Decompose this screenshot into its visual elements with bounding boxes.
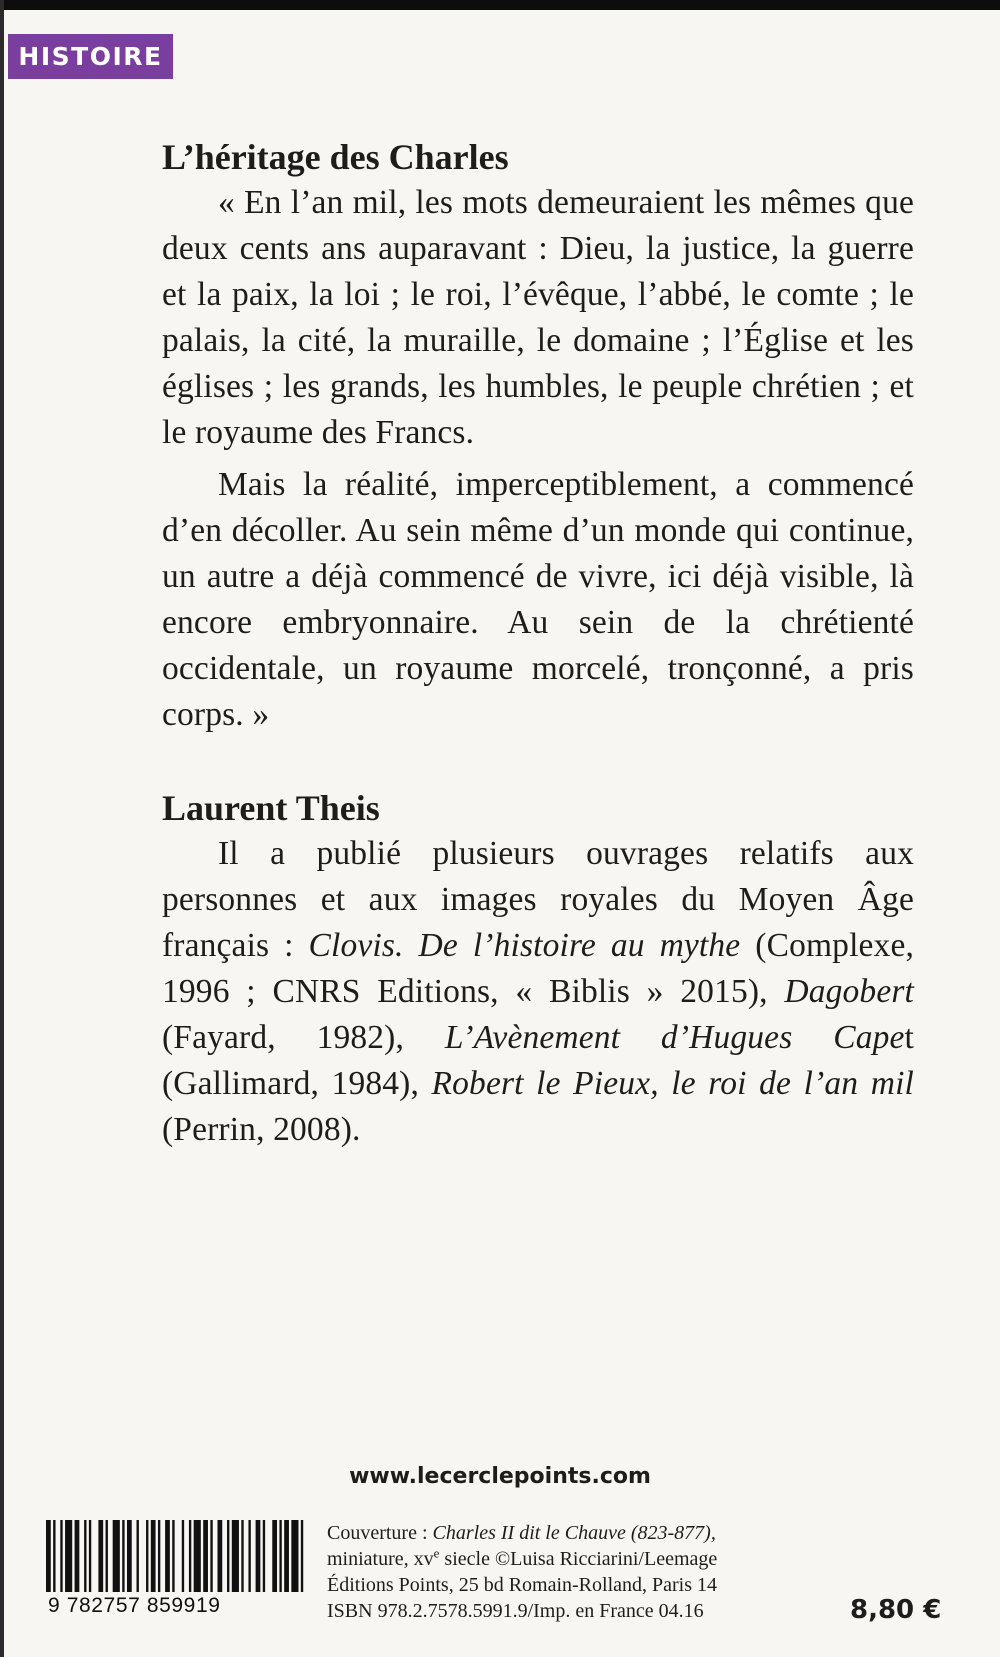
author-name: Laurent Theis <box>162 788 380 828</box>
barcode-bar <box>232 1520 239 1592</box>
book-title: Dagobert <box>784 973 914 1010</box>
barcode-bar <box>53 1520 55 1592</box>
barcode-bar <box>106 1520 108 1592</box>
barcode-bar <box>113 1520 120 1592</box>
barcode-digits: 9 782757 859919 <box>48 1594 221 1617</box>
bio-text: Il a publié plusieurs ouvrages relatifs aux personnes et aux images royales du Moyen Âge français : <box>162 835 914 964</box>
barcode-bar <box>227 1520 229 1592</box>
category-label: HISTOIRE <box>8 34 173 79</box>
barcode-bar <box>263 1520 265 1592</box>
barcode-bar <box>217 1520 222 1592</box>
book-title: Robert le Pieux, le roi de l’an mil <box>431 1065 914 1102</box>
barcode-bar <box>210 1520 212 1592</box>
barcode-bar <box>189 1520 191 1592</box>
bio-text: t (Gallimard, 1984), <box>162 1019 914 1102</box>
left-edge <box>0 0 4 1657</box>
bio-text: (Complexe, 1996 ; CNRS Editions, « Biblis » 2015), <box>162 927 914 1010</box>
barcode-bar <box>75 1520 80 1592</box>
bio-text: (Perrin, 2008). <box>162 1111 361 1148</box>
barcode-bar <box>146 1520 148 1592</box>
barcode-bar <box>122 1520 124 1592</box>
cover-credit: Couverture : Charles II dit le Chauve (823-877), <box>327 1522 716 1544</box>
publisher-address: Éditions Points, 25 bd Romain-Rolland, Paris 14 <box>327 1574 718 1596</box>
excerpt-paragraph-1: « En l’an mil, les mots demeuraient les mêmes que deux cents ans auparavant : Dieu, la justice, la guerre et la paix, la loi ; le roi, l’évêque, l’abbé, le comte ; le palais, la cité, la muraille, le domaine ; l’Église et les églises ; les grands, les humbles, le peuple chrétien ; et le royaume des Francs. <box>162 184 914 451</box>
barcode-bar <box>165 1520 170 1592</box>
author-section <box>162 785 914 1153</box>
website-url: www.lecerclepoints.com <box>349 1464 651 1489</box>
isbn-line: ISBN 978.2.7578.5991.9/Imp. en France 04.16 <box>327 1600 704 1622</box>
barcode-bar <box>137 1520 139 1592</box>
author-bio <box>162 831 914 1153</box>
barcode-bar <box>182 1520 184 1592</box>
barcode-bar <box>151 1520 156 1592</box>
excerpt-section <box>162 134 914 738</box>
barcode <box>40 1520 310 1620</box>
barcode-bar <box>279 1520 281 1592</box>
barcode-bar <box>284 1520 289 1592</box>
barcode-bar <box>127 1520 132 1592</box>
book-title: L’Avènement d’Hugues Cape <box>444 1019 905 1056</box>
barcode-bar <box>65 1520 72 1592</box>
barcode-bar <box>301 1520 303 1592</box>
barcode-bar <box>291 1520 298 1592</box>
excerpt-paragraph-2: Mais la réalité, imperceptiblement, a commencé d’en décoller. Au sein même d’un monde qui continue, un autre a déjà commencé de vivre, ici déjà visible, là encore embryonnaire. Au sein de la chrétienté occidentale, un royaume morcelé, tronçonné, a pris corps. » <box>162 466 914 733</box>
image-credit: miniature, $xv^e$ siecle ©Luisa Ricciarini/Leemage <box>327 1545 718 1570</box>
barcode-bar <box>89 1520 91 1592</box>
barcode-bars-icon <box>46 1520 308 1592</box>
barcode-bar <box>98 1520 103 1592</box>
barcode-bar <box>84 1520 86 1592</box>
barcode-bar <box>248 1520 250 1592</box>
barcode-bar <box>46 1520 51 1592</box>
bio-text: (Fayard, 1982), <box>162 1019 445 1056</box>
barcode-bar <box>256 1520 261 1592</box>
barcode-bar <box>172 1520 174 1592</box>
barcode-bar <box>203 1520 208 1592</box>
barcode-bar <box>194 1520 201 1592</box>
barcode-bar <box>272 1520 277 1592</box>
barcode-bar <box>241 1520 243 1592</box>
book-title: Clovis. De l’histoire au mythe <box>308 927 741 964</box>
excerpt-title: L’héritage des Charles <box>162 137 509 177</box>
barcode-bar <box>60 1520 62 1592</box>
top-edge <box>0 0 1000 10</box>
credits-block <box>327 1520 807 1624</box>
barcode-bar <box>158 1520 160 1592</box>
price: 8,80 € <box>850 1595 942 1625</box>
